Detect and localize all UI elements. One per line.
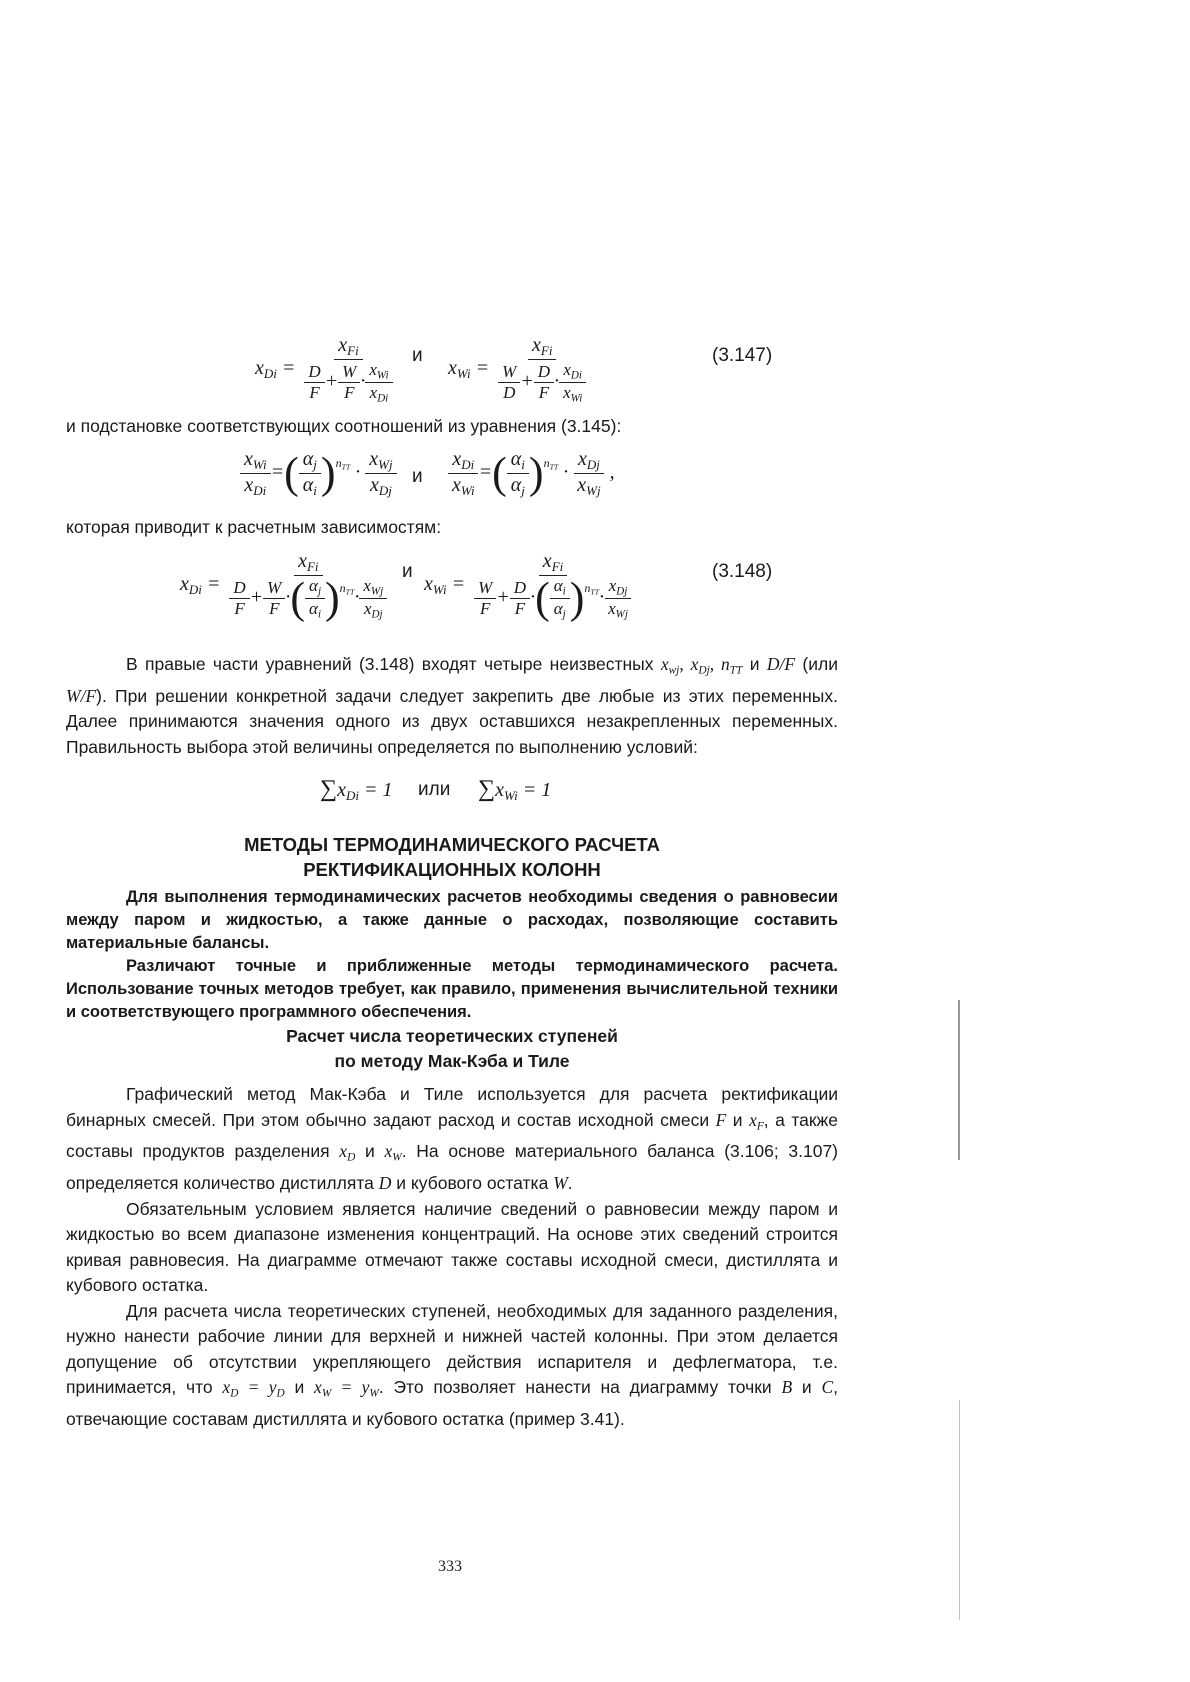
equation-number: (3.147) — [712, 345, 773, 366]
equation-number: (3.148) — [712, 561, 773, 582]
and-word: и — [402, 561, 413, 582]
heading-line: МЕТОДЫ ТЕРМОДИНАМИЧЕСКОГО РАСЧЕТА — [244, 834, 660, 855]
text-span: . Это позволяет нанести на диаграмму точки — [378, 1377, 772, 1398]
body-text: Графический метод Мак-Кэба и Тиле используется для расчета ректификации бинарных смесей. При этом обычно задают расход и состав исходной смеси F и $x_F$, а также составы продуктов разделения $x_D$ и $x_W$. На основе материального баланса (3.106; 3.107) определяется количество дистиллята D и кубового остатка W. Обязательным условием является наличие сведений о равновесии между паром и жидкостью во всем диапазоне изменения концентраций. На основе этих сведений строится кривая равновесия. На диаграмме отмечают также составы исходной смеси, дистиллята и кубового остатка. Для расчета числа теоретических ступеней, необходимых для заданного разделения, нужно нанести рабочие линии для верхней и нижней частей колонны. При этом делается допущение об отсутствии укрепляющего действия испарителя и дефлегматора, т.е. принимается, что $x_D = y_D$ и $x_W = y_W$. Это позволяет нанести на диаграмму точки B и C, отвечающие составам дистиллята и кубового остатка (пример 3.41). — [66, 1084, 839, 1430]
equation-sum-conditions — [0, 776, 1190, 806]
scan-artifact — [959, 1400, 960, 1620]
equation-3-148 — [0, 550, 1190, 636]
text-span: На основе материального баланса (3.106; 3.107) определяется количество дистиллята — [66, 1141, 838, 1194]
or-word: или — [418, 779, 451, 800]
formula-sum-xWi: $\sum x_{Wi} = 1$ — [478, 776, 552, 803]
text-line: и подстановке соответствующих соотношений из уравнения (3.145): — [66, 416, 622, 436]
paragraph: Обязательным условием является наличие сведений о равновесии между паром и жидкостью во всем диапазоне изменения концентраций. На основе этих сведений строится кривая равновесия. На диаграмме отмечают также составы исходной смеси, дистиллята и кубового остатка. — [66, 1198, 838, 1296]
heading-line: Расчет числа теоретических ступеней — [286, 1026, 618, 1046]
text-span: В правые части уравнений (3.148) входят четыре неизвестных — [126, 654, 654, 674]
formula-ratio-W-D: $\frac{x_{Wi}}{x_{Di}}$ =( $\frac{\alpha_j}{\alpha_i}$ )$^{n_{TT}}$ · $\frac{x_{Wj}}{x_{Dj}}$ — [240, 448, 397, 499]
equation-ratios — [0, 448, 1190, 512]
formula-xWi: $x_{Wi}$ = $x_{Fi}$ $\frac{W}{D}$ + $\frac{D}{F}$ · $\frac{x_{Di}}{x_{Wi}}$ — [448, 334, 590, 405]
paragraph-substitution — [66, 414, 838, 440]
text-span: . При решении конкретной задачи следует закрепить две любые из этих переменных. Далее принимаются значения одного из двух оставшихся незакрепленных переменных. Правильность выбора этой величины определяется по выполнению условий: — [66, 685, 838, 757]
text-span: Для расчета числа теоретических ступеней, необходимых для заданного разделения, нужно нанести рабочие линии для верхней и нижней частей колонны. При этом делается допущение об отсутствии укрепляющего действия испарителя и дефлегматора, т.е. принимается, что — [66, 1300, 838, 1398]
formula-xWi-final: $x_{Wi}$ = $x_{Fi}$ $\frac{W}{F}$ + $\frac{D}{F}$ ·( $\frac{\alpha_i}{\alpha_j}$ )$^{n_{TT}}$· $\frac{x_{Dj}}{x_{Wj}}$ — [424, 550, 636, 621]
heading-line: по методу Мак-Кэба и Тиле — [334, 1051, 570, 1071]
paragraph-unknowns: В правые части уравнений (3.148) входят четыре неизвестных $x_{wj}$, $x_{Dj}$, $n_{TT}$ и D/F (или W/F). При решении конкретной задачи следует закрепить две любые из этих переменных. Далее принимаются значения одного из двух оставшихся незакрепленных переменных. Правильность выбора этой величины определяется по выполнению условий: — [66, 654, 839, 757]
text-span: , отвечающие составам дистиллята и кубового остатка (пример 3.41). — [66, 1377, 839, 1430]
text-span: , а также составы продуктов разделения — [66, 1109, 839, 1162]
equation-3-147 — [0, 334, 1190, 404]
formula-xDi-final: $x_{Di}$ = $x_{Fi}$ $\frac{D}{F}$ + $\frac{W}{F}$ ·( $\frac{\alpha_j}{\alpha_i}$ )$^{n_{TT}}$· $\frac{x_{Wj}}{x_{Dj}}$ — [180, 550, 391, 621]
formula-xDi: $x_{Di}$ = $x_{Fi}$ $\frac{D}{F}$ + $\frac{W}{F}$ · $\frac{x_{Wi}}{x_{Di}}$ — [255, 334, 397, 405]
formula-ratio-D-W: $\frac{x_{Di}}{x_{Wi}}$ =( $\frac{\alpha_i}{\alpha_j}$ )$^{n_{TT}}$ · $\frac{x_{Dj}}{x_{Wj}}$ , — [448, 448, 615, 499]
subsection-heading — [66, 1024, 838, 1074]
text-line: которая приводит к расчетным зависимостям: — [66, 517, 442, 537]
bold-paragraph: Различают точные и приближенные методы термодинамического расчета. Использование точных методов требует, как правило, применения вычислительной техники и соответствующего программного обеспечения. — [66, 957, 838, 1021]
page-number: 333 — [438, 1558, 462, 1575]
heading-line: РЕКТИФИКАЦИОННЫХ КОЛОНН — [303, 859, 601, 880]
scan-artifact — [958, 1000, 960, 1160]
text-span: и кубового остатка — [396, 1173, 549, 1194]
and-word: и — [412, 466, 423, 487]
text-span: Графический метод Мак-Кэба и Тиле используется для расчета ректификации бинарных смесей. При этом обычно задают расход и состав исходной смеси — [66, 1084, 838, 1130]
formula-sum-xDi: $\sum x_{Di} = 1$ — [320, 776, 393, 803]
bold-paragraph: Для выполнения термодинамических расчетов необходимы сведения о равновесии между паром и жидкостью, а также данные о расходах, позволяющие составить материальные балансы. — [66, 888, 838, 952]
paragraph-leads — [66, 515, 838, 541]
bold-intro — [66, 886, 838, 1024]
and-word: и — [412, 345, 423, 366]
section-heading — [66, 832, 838, 882]
